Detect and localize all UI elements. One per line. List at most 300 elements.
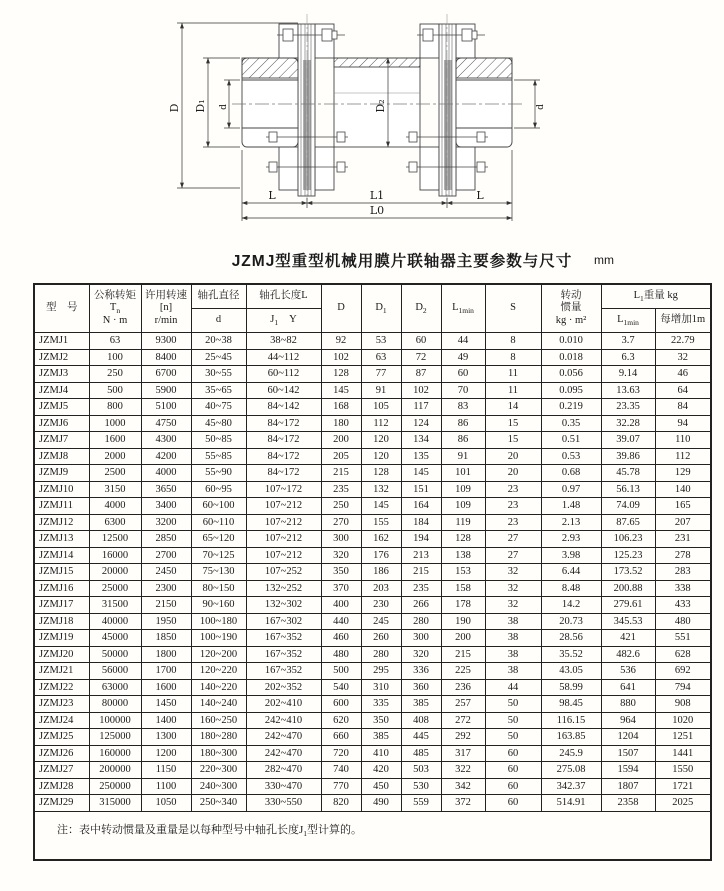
value-cell: 480 [321,646,361,663]
header-weight-L1min: $L_{1min}$ [601,309,655,333]
value-cell: 50~85 [191,432,246,449]
value-cell: 242~470 [246,729,321,746]
value-cell: 279.61 [601,597,655,614]
value-cell: 84~172 [246,448,321,465]
value-cell: 4000 [141,465,191,482]
header-S [485,284,541,333]
value-cell: 240~300 [191,778,246,795]
value-cell: 2500 [89,465,141,482]
dim-label-L-left: L [268,189,276,202]
value-cell: 40000 [89,613,141,630]
value-cell: 8 [485,349,541,366]
value-cell: 231 [655,531,711,548]
value-cell: 408 [401,712,441,729]
value-cell: 350 [361,712,401,729]
value-cell: 292 [441,729,485,746]
value-cell: 740 [321,762,361,779]
table-row [34,762,711,779]
value-cell: 2.93 [541,531,601,548]
value-cell: 385 [361,729,401,746]
table-row [34,745,711,762]
value-cell: 1204 [601,729,655,746]
value-cell: 194 [401,531,441,548]
value-cell: 45.78 [601,465,655,482]
value-cell: 55~90 [191,465,246,482]
model-cell: JZMJ25 [34,729,89,746]
value-cell: 1020 [655,712,711,729]
value-cell: 60 [485,778,541,795]
model-cell: JZMJ6 [34,415,89,432]
value-cell: 2300 [141,580,191,597]
value-cell: 440 [321,613,361,630]
value-cell: 1300 [141,729,191,746]
value-cell: 38 [485,630,541,647]
value-cell: 72 [401,349,441,366]
value-cell: 158 [441,580,485,597]
value-cell: 106.23 [601,531,655,548]
value-cell: 300 [321,531,361,548]
table-row [34,531,711,548]
value-cell: 230 [361,597,401,614]
value-cell: 692 [655,663,711,680]
header-L1min: $L_{1min}$ [441,284,485,333]
value-cell: 80~150 [191,580,246,597]
value-cell: 132~302 [246,597,321,614]
value-cell: 480 [655,613,711,630]
header-torque-l1: 公称转矩 [94,289,136,301]
value-cell: 60~142 [246,382,321,399]
dim-label-D1: D₁ [194,99,207,113]
value-cell: 134 [401,432,441,449]
value-cell: 32 [485,580,541,597]
value-cell: 2700 [141,547,191,564]
value-cell: 180~300 [191,745,246,762]
value-cell: 275.08 [541,762,601,779]
value-cell: 482.6 [601,646,655,663]
value-cell: 168 [321,399,361,416]
diaphragm-pack-right [439,24,456,196]
value-cell: 186 [361,564,401,581]
value-cell: 551 [655,630,711,647]
value-cell: 63000 [89,679,141,696]
tube-hatch [334,58,420,67]
value-cell: 25~45 [191,349,246,366]
value-cell: 620 [321,712,361,729]
value-cell: 28.56 [541,630,601,647]
value-cell: 410 [361,745,401,762]
value-cell: 1700 [141,663,191,680]
value-cell: 205 [321,448,361,465]
value-cell: 335 [361,696,401,713]
header-inertia-l1: 转动 [560,289,582,301]
model-cell: JZMJ13 [34,531,89,548]
value-cell: 433 [655,597,711,614]
value-cell: 100000 [89,712,141,729]
value-cell: 138 [441,547,485,564]
coupling-drawing [0,0,724,248]
value-cell: 20 [485,465,541,482]
value-cell: 105 [361,399,401,416]
value-cell: 64 [655,382,711,399]
value-cell: 70 [441,382,485,399]
value-cell: 345.53 [601,613,655,630]
value-cell: 132~252 [246,580,321,597]
value-cell: 372 [441,795,485,812]
value-cell: 16000 [89,547,141,564]
value-cell: 1400 [141,712,191,729]
value-cell: 129 [655,465,711,482]
value-cell: 215 [441,646,485,663]
value-cell: 1441 [655,745,711,762]
value-cell: 770 [321,778,361,795]
value-cell: 6.3 [601,349,655,366]
table-row [34,729,711,746]
value-cell: 184 [401,514,441,531]
model-cell: JZMJ8 [34,448,89,465]
value-cell: 165 [655,498,711,515]
value-cell: 322 [441,762,485,779]
value-cell: 320 [321,547,361,564]
value-cell: 503 [401,762,441,779]
value-cell: 84~142 [246,399,321,416]
value-cell: 202~352 [246,679,321,696]
value-cell: 207 [655,514,711,531]
value-cell: 102 [321,349,361,366]
value-cell: 460 [321,630,361,647]
value-cell: 23 [485,514,541,531]
value-cell: 202~410 [246,696,321,713]
value-cell: 257 [441,696,485,713]
header-bore-diameter-label: 轴孔直径 [197,290,240,302]
table-note: 注：表中转动惯量及重量是以每种型号中轴孔长度$J_1$型计算的。 [34,811,711,860]
value-cell: 60 [441,366,485,383]
table-row [34,415,711,432]
value-cell: 107~252 [246,564,321,581]
value-cell: 50 [485,712,541,729]
value-cell: 116.15 [541,712,601,729]
header-model [34,284,89,333]
value-cell: 145 [321,382,361,399]
header-D-label: D [337,302,345,314]
value-cell: 11 [485,366,541,383]
value-cell: 20 [485,448,541,465]
value-cell: 13.63 [601,382,655,399]
value-cell: 200 [321,432,361,449]
value-cell: 140~220 [191,679,246,696]
table-row [34,514,711,531]
value-cell: 107~212 [246,547,321,564]
value-cell: 107~212 [246,498,321,515]
header-torque-symbol: $T_n$ [109,302,121,316]
value-cell: 2358 [601,795,655,812]
value-cell: 63 [89,333,141,350]
value-cell: 109 [441,481,485,498]
value-cell: 32.28 [601,415,655,432]
model-cell: JZMJ1 [34,333,89,350]
header-D2: $D_2$ [401,284,441,333]
value-cell: 43.05 [541,663,601,680]
value-cell: 236 [441,679,485,696]
value-cell: 20~38 [191,333,246,350]
value-cell: 84 [655,399,711,416]
model-cell: JZMJ9 [34,465,89,482]
value-cell: 215 [401,564,441,581]
dim-label-L1: L1 [369,189,385,202]
value-cell: 117 [401,399,441,416]
header-inertia-l2: 惯量 [560,302,582,314]
header-weight-group: $L_1$重量 kg [601,284,711,309]
value-cell: 102 [401,382,441,399]
value-cell: 203 [361,580,401,597]
value-cell: 1550 [655,762,711,779]
value-cell: 1150 [141,762,191,779]
table-row [34,399,711,416]
dim-label-d-right: d [536,104,546,110]
header-speed-l1: 许用转速 [145,289,187,301]
value-cell: 317 [441,745,485,762]
value-cell: 660 [321,729,361,746]
value-cell: 30~55 [191,366,246,383]
model-cell: JZMJ11 [34,498,89,515]
value-cell: 1950 [141,613,191,630]
value-cell: 5900 [141,382,191,399]
value-cell: 45~80 [191,415,246,432]
value-cell: 245.9 [541,745,601,762]
value-cell: 350 [321,564,361,581]
value-cell: 315000 [89,795,141,812]
value-cell: 15 [485,432,541,449]
value-cell: 23.35 [601,399,655,416]
model-cell: JZMJ5 [34,399,89,416]
value-cell: 2025 [655,795,711,812]
table-row [34,580,711,597]
value-cell: 75~130 [191,564,246,581]
value-cell: 295 [361,663,401,680]
value-cell: 56000 [89,663,141,680]
value-cell: 300 [401,630,441,647]
value-cell: 120~200 [191,646,246,663]
header-torque-unit: N · m [102,314,128,326]
value-cell: 132 [361,481,401,498]
value-cell: 0.51 [541,432,601,449]
value-cell: 11 [485,382,541,399]
value-cell: 3650 [141,481,191,498]
value-cell: 128 [321,366,361,383]
value-cell: 27 [485,531,541,548]
value-cell: 514.91 [541,795,601,812]
value-cell: 420 [361,762,401,779]
value-cell: 1450 [141,696,191,713]
value-cell: 32 [485,564,541,581]
value-cell: 56.13 [601,481,655,498]
value-cell: 140 [655,481,711,498]
value-cell: 330~470 [246,778,321,795]
value-cell: 167~302 [246,613,321,630]
value-cell: 0.35 [541,415,601,432]
value-cell: 46 [655,366,711,383]
value-cell: 167~352 [246,663,321,680]
value-cell: 160~250 [191,712,246,729]
parameters-table [33,283,712,861]
value-cell: 242~470 [246,745,321,762]
value-cell: 60 [401,333,441,350]
value-cell: 600 [321,696,361,713]
value-cell: 2850 [141,531,191,548]
value-cell: 83 [441,399,485,416]
value-cell: 58.99 [541,679,601,696]
value-cell: 101 [441,465,485,482]
value-cell: 173.52 [601,564,655,581]
value-cell: 272 [441,712,485,729]
value-cell: 338 [655,580,711,597]
model-cell: JZMJ27 [34,762,89,779]
value-cell: 215 [321,465,361,482]
value-cell: 1100 [141,778,191,795]
table-row [34,630,711,647]
value-cell: 31500 [89,597,141,614]
value-cell: 151 [401,481,441,498]
value-cell: 55~85 [191,448,246,465]
value-cell: 23 [485,498,541,515]
value-cell: 44~112 [246,349,321,366]
dim-label-D: D [168,103,181,113]
header-bore-length-label: 轴孔长度L [259,290,308,302]
value-cell: 22.79 [655,333,711,350]
value-cell: 162 [361,531,401,548]
value-cell: 3.7 [601,333,655,350]
value-cell: 140~240 [191,696,246,713]
table-row [34,663,711,680]
value-cell: 225 [441,663,485,680]
value-cell: 167~352 [246,646,321,663]
value-cell: 250 [321,498,361,515]
table-row [34,432,711,449]
value-cell: 1800 [141,646,191,663]
value-cell: 119 [441,514,485,531]
value-cell: 536 [601,663,655,680]
value-cell: 245 [361,613,401,630]
value-cell: 200000 [89,762,141,779]
header-model-label: 型 号 [46,302,78,314]
value-cell: 14.2 [541,597,601,614]
model-cell: JZMJ29 [34,795,89,812]
dim-label-L0: L0 [369,204,385,217]
value-cell: 63 [361,349,401,366]
header-D1: $D_1$ [361,284,401,333]
table-row [34,333,711,350]
value-cell: 86 [441,432,485,449]
value-cell: 60~95 [191,481,246,498]
value-cell: 60~110 [191,514,246,531]
value-cell: 213 [401,547,441,564]
value-cell: 20.73 [541,613,601,630]
value-cell: 4750 [141,415,191,432]
value-cell: 250000 [89,778,141,795]
value-cell: 180 [321,415,361,432]
header-speed-unit: r/min [154,314,178,326]
dim-label-d-left: d [219,104,229,110]
value-cell: 35~65 [191,382,246,399]
model-cell: JZMJ20 [34,646,89,663]
header-D [321,284,361,333]
model-cell: JZMJ19 [34,630,89,647]
model-cell: JZMJ22 [34,679,89,696]
value-cell: 124 [401,415,441,432]
value-cell: 320 [401,646,441,663]
value-cell: 107~212 [246,514,321,531]
value-cell: 0.97 [541,481,601,498]
value-cell: 39.86 [601,448,655,465]
value-cell: 336 [401,663,441,680]
model-cell: JZMJ24 [34,712,89,729]
value-cell: 310 [361,679,401,696]
value-cell: 120~220 [191,663,246,680]
value-cell: 3150 [89,481,141,498]
model-cell: JZMJ26 [34,745,89,762]
value-cell: 65~120 [191,531,246,548]
value-cell: 180~280 [191,729,246,746]
header-bore-length [246,284,321,309]
table-row [34,465,711,482]
value-cell: 107~212 [246,531,321,548]
value-cell: 84~172 [246,465,321,482]
value-cell: 60 [485,762,541,779]
value-cell: 14 [485,399,541,416]
value-cell: 94 [655,415,711,432]
value-cell: 15 [485,415,541,432]
value-cell: 220~300 [191,762,246,779]
value-cell: 0.018 [541,349,601,366]
value-cell: 145 [361,498,401,515]
value-cell: 280 [361,646,401,663]
value-cell: 1200 [141,745,191,762]
header-speed [141,284,191,333]
value-cell: 45000 [89,630,141,647]
value-cell: 91 [441,448,485,465]
table-row [34,613,711,630]
value-cell: 1721 [655,778,711,795]
table-row [34,498,711,515]
model-cell: JZMJ21 [34,663,89,680]
value-cell: 2450 [141,564,191,581]
value-cell: 60 [485,745,541,762]
value-cell: 500 [321,663,361,680]
value-cell: 6300 [89,514,141,531]
value-cell: 164 [401,498,441,515]
model-cell: JZMJ15 [34,564,89,581]
value-cell: 880 [601,696,655,713]
value-cell: 6700 [141,366,191,383]
note-row [34,811,711,860]
value-cell: 5100 [141,399,191,416]
value-cell: 128 [361,465,401,482]
value-cell: 9300 [141,333,191,350]
value-cell: 6.44 [541,564,601,581]
table-body [34,333,711,812]
value-cell: 820 [321,795,361,812]
table-header [34,284,711,333]
value-cell: 485 [401,745,441,762]
dim-label-L-right: L [476,189,484,202]
value-cell: 200 [441,630,485,647]
value-cell: 266 [401,597,441,614]
value-cell: 107~172 [246,481,321,498]
model-cell: JZMJ3 [34,366,89,383]
value-cell: 1.48 [541,498,601,515]
header-inertia-unit: kg · m² [555,314,587,326]
value-cell: 178 [441,597,485,614]
value-cell: 250 [89,366,141,383]
